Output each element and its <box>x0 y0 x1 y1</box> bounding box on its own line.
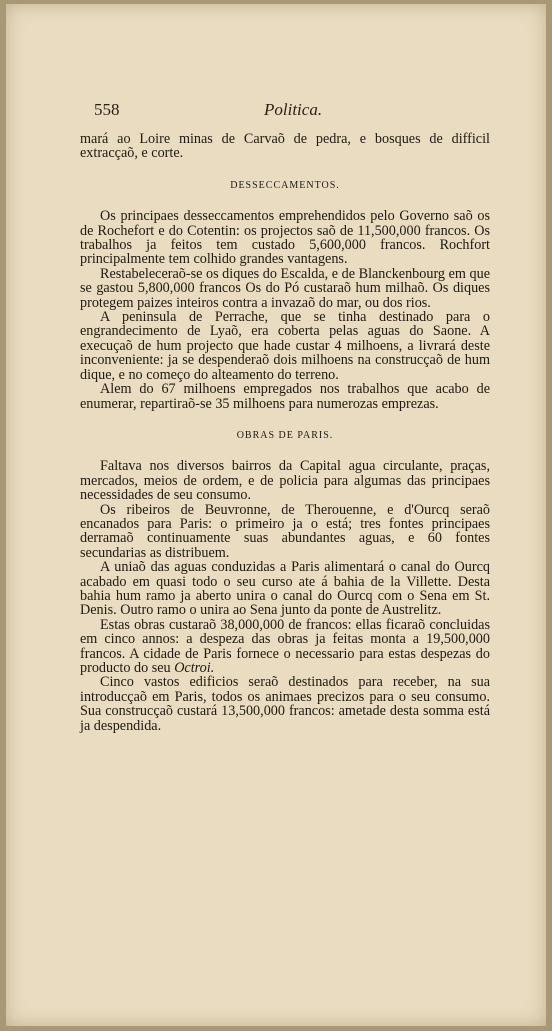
paragraph-expenses-text: Estas obras custaraõ 38,000,000 de francos: ellas ficaraõ concluidas em cinco annos: a despeza das obras ja feitas monta a 19,500,000 francos. A cidade de Paris fornece o necessario para estas despezas do producto do seu <box>80 616 490 676</box>
paragraph: Restabeleceraõ-se os diques do Escalda, e de Blanckenbourg em que se gastou 5,800,000 francos Os do Pó custaraõ hum milhaõ. Os diques protegem paizes inteiros contra a invazaõ do mar, ou dos rios. <box>80 265 490 311</box>
paragraph-expenses <box>80 618 490 676</box>
paragraph: A uniaõ das aguas conduzidas a Paris alimentará o canal do Ourcq acabado em quasi todo o seu curso ate á bahia de la Villette. Desta bahia hum ramo ja aberto unira o canal do Ourcq com o Sena em St. Denis. Outro ramo o unira ao Sena junto da ponte de Austrelitz. <box>80 559 490 619</box>
section-heading-desseccamentos: DESSECCAMENTOS. <box>230 179 340 191</box>
paragraph: Faltava nos diversos bairros da Capital agua circulante, praças, mercados, meios de ordem, e de policia para algumas das principaes necessidades de seu consumo. <box>80 458 490 504</box>
running-title: Politica. <box>264 100 323 119</box>
paragraph: Cinco vastos edificios seraõ destinados para receber, na sua introducçaõ em Paris, todos os animaes precizos para o seu consumo. Sua construcçaõ custará 13,500,000 francos: ametade desta somma está ja despendida. <box>80 674 490 734</box>
paragraph: Os ribeiros de Beuvronne, de Therouenne, e d'Ourcq seraõ encanados para Paris: o primeiro ja o está; tres fontes principaes derramaõ continuamente suas abundantes aguas, e 60 fontes secundarias as distribuem. <box>80 501 490 561</box>
paragraph: A peninsula de Perrache, que se tinha destinado para o engrandecimento de Lyaõ, era coberta pelas aguas do Saone. A execuçaõ de hum projecto que hade custar 4 milhoens, a livrará deste inconveniente: ja se despenderaõ dois milhoens na construcçaõ de hum dique, e no começo do alteamento do terreno. <box>80 309 490 383</box>
paragraph: Os principaes desseccamentos emprehendidos pelo Governo saõ os de Rochefort e do Cotentin: os projectos saõ de 11,500,000 francos. Os trabalhos ja feitos tem custado 5,600,000 francos. Rochfort principalmente tem colhido grandes vantagens. <box>80 208 490 268</box>
paragraph: Alem do 67 milhoens empregados nos trabalhos que acabo de enumerar, repartiraõ-se 35 milhoens para numerozas emprezas. <box>80 381 490 412</box>
octroi-italic: Octroi. <box>174 660 215 676</box>
body-text <box>80 132 490 733</box>
intro-paragraph: mará ao Loire minas de Carvaõ de pedra, e bosques de difficil extracçaõ, e corte. <box>80 131 490 162</box>
page-header <box>94 100 486 126</box>
section-heading-obras-de-paris: OBRAS DE PARIS. <box>236 429 334 441</box>
page-number: 558 <box>94 100 120 119</box>
